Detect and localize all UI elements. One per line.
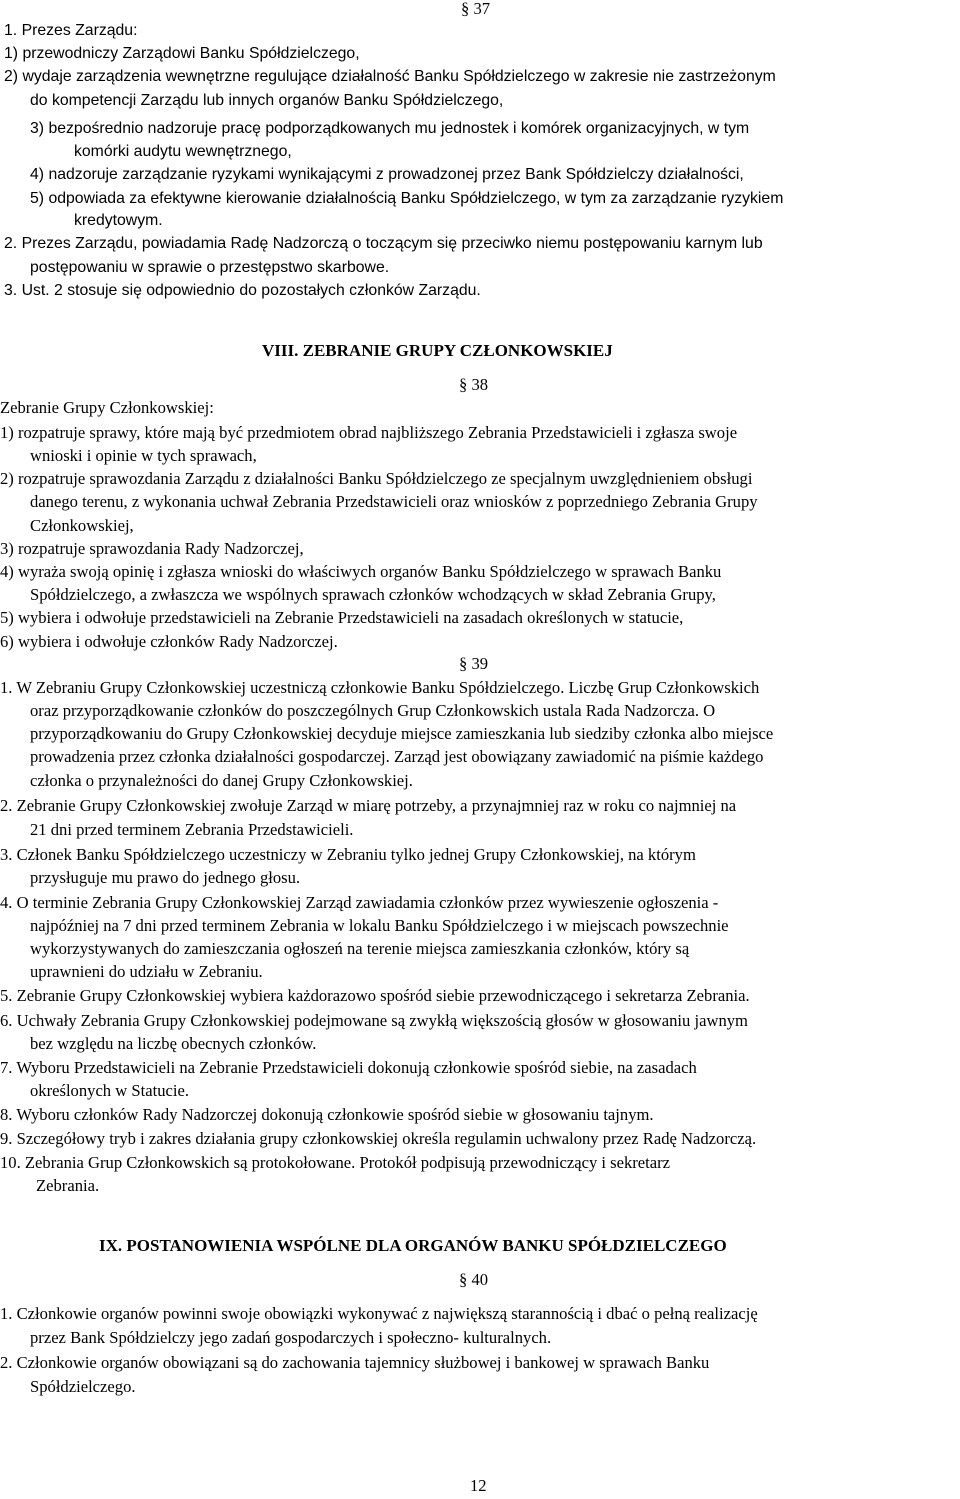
list-item: 3) rozpatruje sprawozdania Rady Nadzorczej, — [0, 539, 304, 558]
list-item: 6) wybiera i odwołuje członków Rady Nadzorczej. — [0, 632, 338, 651]
section-sign: § 39 — [459, 654, 489, 673]
list-item: 1) rozpatruje sprawy, które mają być przedmiotem obrad najbliższego Zebrania Przedstawicieli i zgłasza swoje — [0, 423, 738, 442]
paragraph-number: 38 — [471, 375, 489, 394]
list-item: 4) wyraża swoją opinię i zgłasza wnioski do właściwych organów Banku Spółdzielczego w sprawach Banku — [0, 562, 722, 581]
paragraph-number: 37 — [473, 0, 491, 18]
list-item-continuation: Członkowskiej, — [30, 516, 134, 535]
list-item: 9. Szczegółowy tryb i zakres działania grupy członkowskiej określa regulamin uchwalony przez Radę Nadzorczą. — [0, 1129, 757, 1148]
list-item-continuation: członka o przynależności do danej Grupy Członkowskiej. — [30, 771, 413, 790]
chapter-heading: IX. POSTANOWIENIA WSPÓLNE DLA ORGANÓW BANKU SPÓŁDZIELCZEGO — [99, 1236, 727, 1255]
list-item-continuation: Spółdzielczego, a zwłaszcza we wspólnych sprawach członków wchodzących w skład Zebrania Grupy, — [30, 585, 716, 604]
list-item-continuation: prowadzenia przez członka działalności gospodarczej. Zarząd jest obowiązany zawiadomić na piśmie każdego — [30, 747, 764, 766]
list-item: 5) odpowiada za efektywne kierowanie działalnością Banku Spółdzielczego, w tym za zarządzanie ryzykiem — [30, 190, 784, 207]
list-item: 2) wydaje zarządzenia wewnętrzne regulujące działalność Banku Spółdzielczego w zakresie nie zastrzeżonym — [4, 68, 776, 85]
list-item: 3. Członek Banku Spółdzielczego uczestniczy w Zebraniu tylko jednej Grupy Członkowskiej, na którym — [0, 845, 696, 864]
list-item: 2. Prezes Zarządu, powiadamia Radę Nadzorczą o toczącym się przeciwko niemu postępowaniu karnym lub — [4, 235, 763, 252]
list-item-continuation: 21 dni przed terminem Zebrania Przedstawicieli. — [30, 820, 354, 839]
list-item: 5) wybiera i odwołuje przedstawicieli na Zebranie Przedstawicieli na zasadach określonych w statucie, — [0, 608, 684, 627]
list-item-continuation: postępowaniu w sprawie o przestępstwo skarbowe. — [30, 259, 390, 276]
page-number: 12 — [470, 1476, 487, 1495]
list-item: 1. Prezes Zarządu: — [4, 22, 138, 39]
list-item: 1. W Zebraniu Grupy Członkowskiej uczestniczą członkowie Banku Spółdzielczego. Liczbę Grup Członkowskich — [0, 678, 760, 697]
section-sign: § 40 — [459, 1270, 489, 1289]
chapter-heading: VIII. ZEBRANIE GRUPY CZŁONKOWSKIEJ — [262, 341, 613, 360]
list-item: 1) przewodniczy Zarządowi Banku Spółdzielczego, — [4, 45, 360, 62]
list-item: 7. Wyboru Przedstawicieli na Zebranie Przedstawicieli dokonują członkowie spośród siebie, na zasadach — [0, 1058, 697, 1077]
list-item: 6. Uchwały Zebrania Grupy Członkowskiej podejmowane są zwykłą większością głosów w głosowaniu jawnym — [0, 1011, 748, 1030]
list-item: 5. Zebranie Grupy Członkowskiej wybiera każdorazowo spośród siebie przewodniczącego i sekretarza Zebrania. — [0, 986, 750, 1005]
list-item-continuation: określonych w Statucie. — [30, 1081, 189, 1100]
list-item: 10. Zebrania Grup Członkowskich są protokołowane. Protokół podpisują przewodniczący i sekretarz — [0, 1153, 671, 1172]
list-item: 2) rozpatruje sprawozdania Zarządu z działalności Banku Spółdzielczego ze specjalnym uwzględnieniem obsługi — [0, 469, 753, 488]
list-item-continuation: wnioski i opinie w tych sprawach, — [30, 446, 257, 465]
list-item-continuation: uprawnieni do udziału w Zebraniu. — [30, 962, 263, 981]
list-item-continuation: Spółdzielczego. — [30, 1377, 136, 1396]
list-item: 1. Członkowie organów powinni swoje obowiązki wykonywać z największą starannością i dbać o pełną realizację — [0, 1304, 758, 1323]
list-item-continuation: przez Bank Spółdzielczy jego zadań gospodarczych i społeczno- kulturalnych. — [30, 1328, 552, 1347]
list-item-continuation: danego terenu, z wykonania uchwał Zebrania Przedstawicieli oraz wniosków z poprzedniego Zebrania Grupy — [30, 492, 758, 511]
paragraph-number: 39 — [471, 654, 489, 673]
list-item-continuation: przysługuje mu prawo do jednego głosu. — [30, 868, 301, 887]
list-item: 4) nadzoruje zarządzanie ryzykami wynikającymi z prowadzonej przez Bank Spółdzielczy działalności, — [30, 166, 744, 183]
paragraph-intro: Zebranie Grupy Członkowskiej: — [0, 398, 214, 417]
list-item: 3. Ust. 2 stosuje się odpowiednio do pozostałych członków Zarządu. — [4, 282, 481, 299]
list-item: 2. Członkowie organów obowiązani są do zachowania tajemnicy służbowej i bankowej w sprawach Banku — [0, 1353, 710, 1372]
list-item-continuation: przyporządkowaniu do Grupy Członkowskiej decyduje miejsce zamieszkania lub siedziby członka albo miejsce — [30, 724, 774, 743]
section-sign: § 38 — [459, 375, 489, 394]
list-item: 8. Wyboru członków Rady Nadzorczej dokonują członkowie spośród siebie w głosowaniu tajnym. — [0, 1105, 654, 1124]
list-item-continuation: oraz przyporządkowanie członków do poszczególnych Grup Członkowskich ustala Rada Nadzorcza. O — [30, 701, 716, 720]
list-item: 2. Zebranie Grupy Członkowskiej zwołuje Zarząd w miarę potrzeby, a przynajmniej raz w roku co najmniej na — [0, 796, 737, 815]
list-item-continuation: kredytowym. — [74, 212, 163, 229]
list-item-continuation: komórki audytu wewnętrznego, — [74, 143, 292, 160]
list-item-continuation: wykorzystywanych do zamieszczania ogłoszeń na terenie miejsca zamieszkania członków, który są — [30, 939, 690, 958]
section-sign: § 37 — [461, 0, 491, 18]
list-item: 4. O terminie Zebrania Grupy Członkowskiej Zarząd zawiadamia członków przez wywieszenie ogłoszenia - — [0, 893, 719, 912]
list-item-continuation: najpóźniej na 7 dni przed terminem Zebrania w lokalu Banku Spółdzielczego i w miejscach powszechnie — [30, 916, 729, 935]
list-item: 3) bezpośrednio nadzoruje pracę podporządkowanych mu jednostek i komórek organizacyjnych, w tym — [30, 120, 750, 137]
list-item-continuation: Zebrania. — [36, 1176, 100, 1195]
paragraph-number: 40 — [471, 1270, 489, 1289]
list-item-continuation: bez względu na liczbę obecnych członków. — [30, 1034, 317, 1053]
list-item-continuation: do kompetencji Zarządu lub innych organów Banku Spółdzielczego, — [30, 92, 504, 109]
